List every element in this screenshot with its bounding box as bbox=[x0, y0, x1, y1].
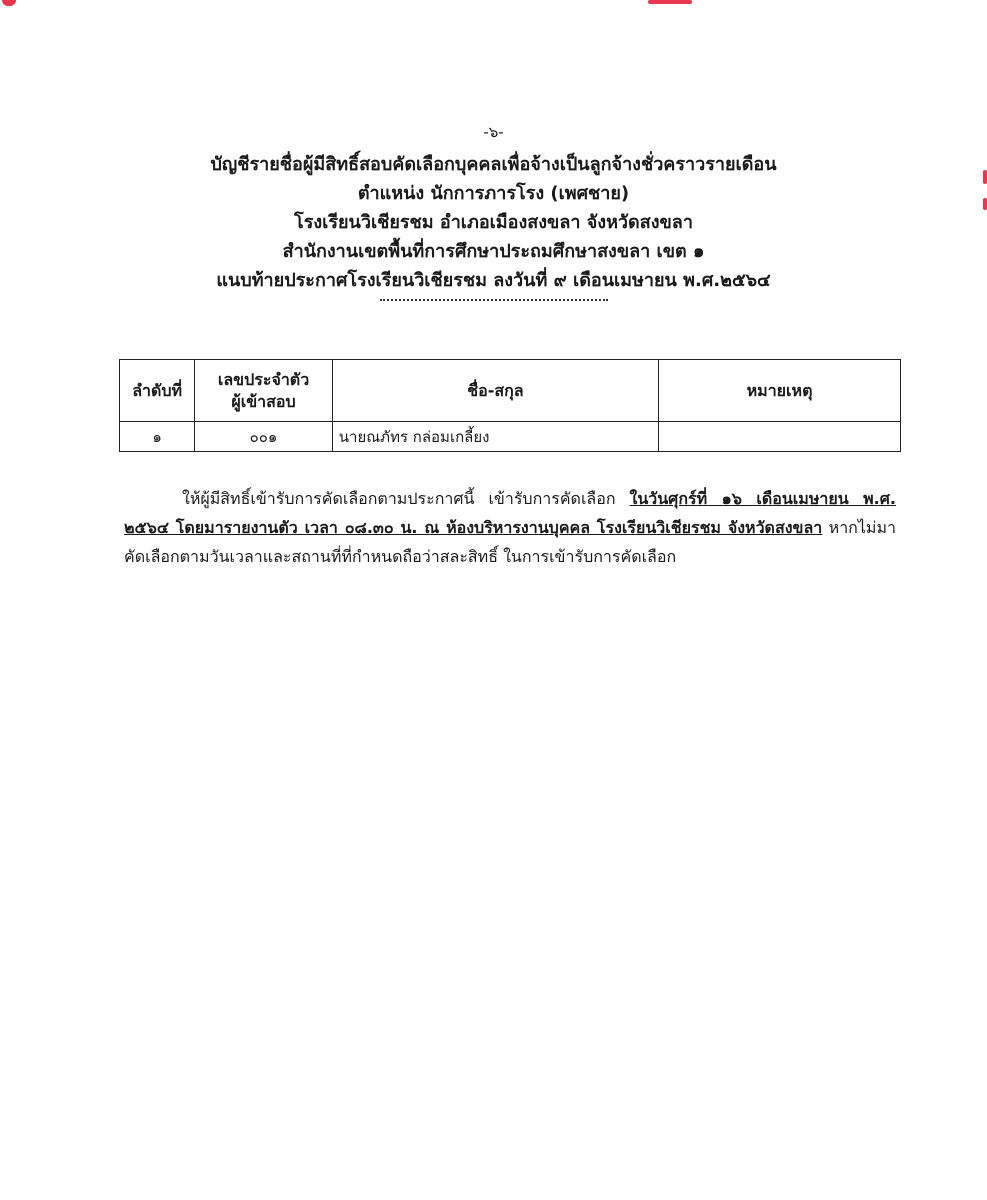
document-header bbox=[0, 122, 987, 301]
candidate-table bbox=[119, 359, 901, 452]
dotted-divider bbox=[380, 299, 608, 301]
column-header-seq: ลำดับที่ bbox=[120, 360, 195, 422]
page-number: -๖- bbox=[483, 123, 504, 141]
header-school: โรงเรียนวิเชียรชม อำเภอเมืองสงขลา จังหวัดสงขลา bbox=[294, 212, 693, 233]
column-header-note: หมายเหตุ bbox=[659, 360, 901, 422]
cell-note bbox=[659, 422, 901, 452]
header-attachment: แนบท้ายประกาศโรงเรียนวิเชียรชม ลงวันที่ ๙ เดือนเมษายน พ.ศ.๒๕๖๔ bbox=[216, 270, 771, 291]
scan-mark-top-left bbox=[2, 0, 16, 6]
column-header-id-line2: ผู้เข้าสอบ bbox=[231, 391, 296, 411]
header-office: สำนักงานเขตพื้นที่การศึกษาประถมศึกษาสงขลา เขต ๑ bbox=[282, 241, 705, 262]
header-position: ตำแหน่ง นักการภารโรง (เพศชาย) bbox=[357, 183, 630, 204]
column-header-id bbox=[195, 360, 333, 422]
table-header-row bbox=[120, 360, 901, 422]
cell-seq: ๑ bbox=[120, 422, 195, 452]
scan-mark-top bbox=[648, 0, 692, 4]
column-header-id-line1: เลขประจำตัว bbox=[217, 369, 310, 389]
table-row bbox=[120, 422, 901, 452]
column-header-name: ชื่อ-สกุล bbox=[332, 360, 658, 422]
cell-name: นายณภัทร กล่อมเกลี้ยง bbox=[332, 422, 658, 452]
header-title: บัญชีรายชื่อผู้มีสิทธิ์สอบคัดเลือกบุคคลเพื่อจ้างเป็นลูกจ้างชั่วคราวรายเดือน bbox=[210, 154, 777, 175]
notice-emphasis: ในวันศุกร์ที่ ๑๖ เดือนเมษายน พ.ศ. ๒๕๖๔ โดยมารายงานตัว เวลา ๐๘.๓๐ น. ณ ห้องบริหารงานบุคคล โรงเรียนวิเชียรชม จังหวัดสงขลา bbox=[124, 489, 896, 537]
notice-closing: หากไม่มา คัดเลือกตามวันเวลาและสถานที่ที่กำหนดถือว่าสละสิทธิ์ ในการเข้ารับการคัดเลือก bbox=[124, 518, 896, 566]
cell-id: ๐๐๑ bbox=[195, 422, 333, 452]
notice-intro: ให้ผู้มีสิทธิ์เข้ารับการคัดเลือกตามประกาศนี้ เข้ารับการคัดเลือก bbox=[182, 489, 630, 508]
notice-paragraph bbox=[124, 484, 896, 571]
